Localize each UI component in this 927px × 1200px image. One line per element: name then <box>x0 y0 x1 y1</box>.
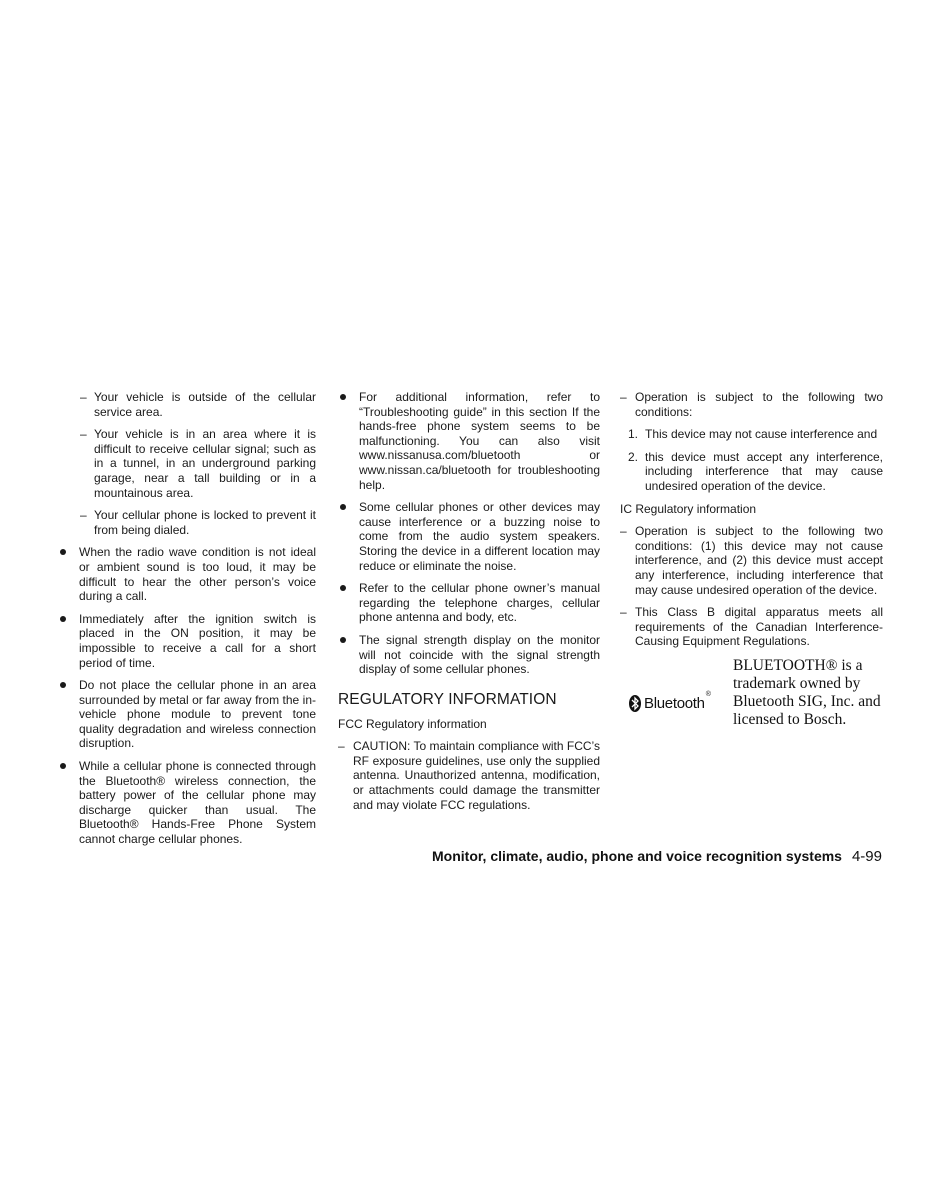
bluetooth-trademark <box>628 657 888 757</box>
bullet-item: Refer to the cellular phone owner’s manual regarding the telephone charges, cellular phone antenna and body, etc. <box>338 581 600 625</box>
right-column <box>620 390 883 657</box>
list-item: – Operation is subject to the following two conditions: <box>620 390 883 419</box>
bluetooth-wordmark <box>644 691 711 712</box>
middle-column <box>338 390 600 820</box>
item-text: this device must accept any interference, including interference that may cause undesired operation of the device. <box>645 449 883 493</box>
numbered-item <box>620 427 883 442</box>
ic-label: IC Regulatory information <box>620 501 757 516</box>
bullet-item: When the radio wave condition is not ideal or ambient sound is too loud, it may be difficult to hear the other person’s voice during a call. <box>58 545 316 603</box>
bullet-item: Immediately after the ignition switch is placed in the ON position, it may be impossible to receive a call for a short period of time. <box>58 612 316 670</box>
left-column <box>58 390 316 855</box>
bullet-item: The signal strength display on the monitor will not coincide with the signal strength display of some cellular phones. <box>338 633 600 677</box>
numbered-item <box>620 450 883 494</box>
list-item: – Your vehicle is in an area where it is difficult to receive cellular signal; such as in a tunnel, in an underground parking garage, near a tall building or in a mountainous area. <box>58 427 316 500</box>
trademark-notice: BLUETOOTH® is a trademark owned by Bluetooth SIG, Inc. and licensed to Bosch. <box>733 657 881 728</box>
registered-mark: ® <box>705 691 711 698</box>
list-item: – CAUTION: To maintain compliance with FCC’s RF exposure guidelines, use only the supplied antenna. Unauthorized antenna, modification, or attachments could damage the transmitter and may violate FCC regulations. <box>338 739 600 812</box>
item-number: 2. <box>628 449 639 464</box>
bullet-item: Some cellular phones or other devices may cause interference or a buzzing noise to come from the audio system speakers. Storing the device in a different location may reduce or eliminate the noise. <box>338 500 600 573</box>
footer-section-title: Monitor, climate, audio, phone and voice recognition systems <box>432 848 842 864</box>
bluetooth-logo <box>629 691 711 712</box>
list-item: – This Class B digital apparatus meets all requirements of the Canadian Interference-Causing Equipment Regulations. <box>620 605 883 649</box>
list-item: – Operation is subject to the following two conditions: (1) this device may not cause interference, and (2) this device must accept any interference, including interference that may cause undesired operation of the device. <box>620 524 883 597</box>
page-number: 4-99 <box>851 848 882 865</box>
bullet-item: For additional information, refer to “Troubleshooting guide” in this section If the hands-free phone system seems to be malfunctioning. You can also visit www.nissanusa.com/bluetooth or www.nissan.ca/bluetooth for troubleshooting help. <box>338 390 600 492</box>
item-text: This device may not cause interference and <box>645 427 878 442</box>
page-footer <box>432 848 882 865</box>
bluetooth-icon <box>629 695 641 712</box>
bullet-item: While a cellular phone is connected through the Bluetooth® wireless connection, the battery power of the cellular phone may discharge quicker than usual. The Bluetooth® Hands-Free Phone System cannot charge cellular phones. <box>58 759 316 847</box>
bluetooth-word: Bluetooth <box>644 695 705 712</box>
item-number: 1. <box>628 427 639 442</box>
list-item: – Your cellular phone is locked to prevent it from being dialed. <box>58 508 316 537</box>
bullet-item: Do not place the cellular phone in an area surrounded by metal or far away from the in-vehicle phone module to prevent tone quality degradation and wireless connection disruption. <box>58 678 316 751</box>
fcc-label: FCC Regulatory information <box>338 716 487 731</box>
list-item: – Your vehicle is outside of the cellular service area. <box>58 390 316 419</box>
section-heading: REGULATORY INFORMATION <box>338 690 557 708</box>
